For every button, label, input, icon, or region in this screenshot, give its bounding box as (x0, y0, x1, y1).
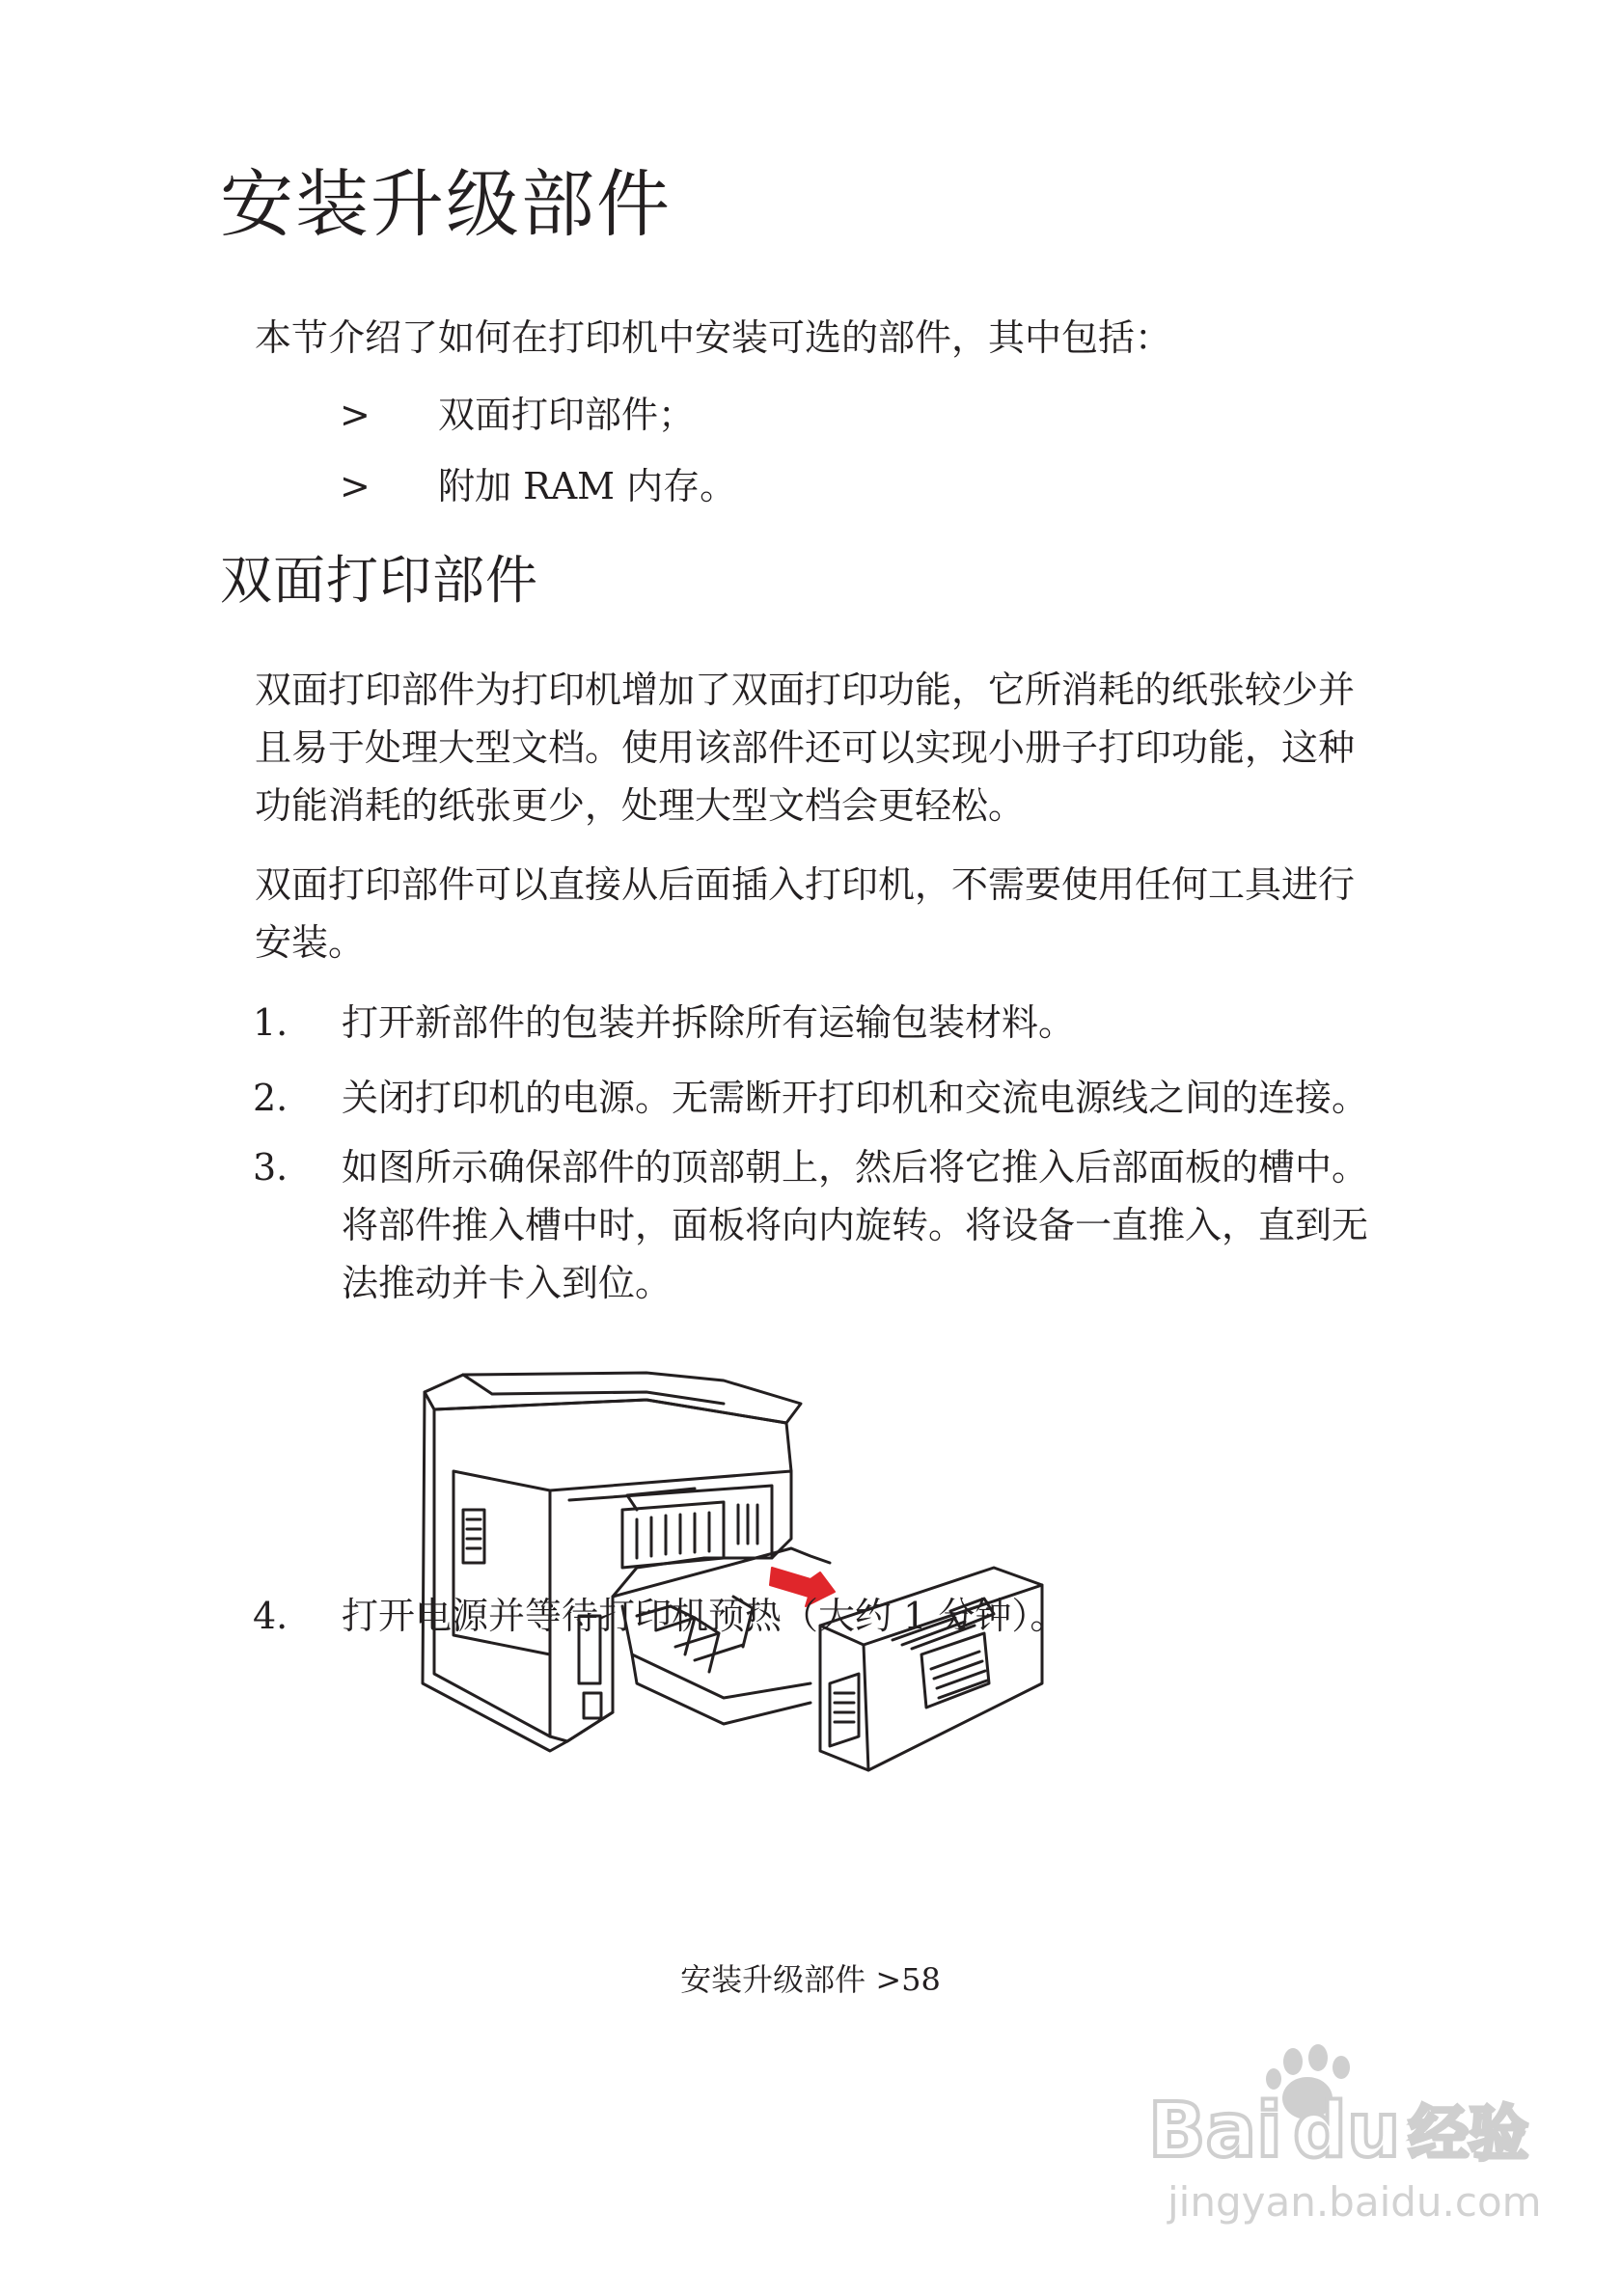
step-text: 法推动并卡入到位。 (342, 1262, 673, 1304)
page-footer: 安装升级部件 >58 (680, 1961, 941, 1998)
step-number: 2. (253, 1077, 288, 1119)
step-text: 将部件推入槽中时，面板将向内旋转。将设备一直推入，直到无 (342, 1204, 1369, 1246)
watermark-brand-2: du (1293, 2088, 1401, 2174)
step-number: 1. (253, 1001, 288, 1044)
paragraph-line: 且易于处理大型文档。使用该部件还可以实现小册子打印功能，这种 (255, 726, 1356, 769)
bullet-marker: > (340, 465, 371, 507)
step-number: 3. (253, 1146, 288, 1189)
watermark-brand: Bai (1148, 2088, 1282, 2174)
step-text: 关闭打印机的电源。无需断开打印机和交流电源线之间的连接。 (342, 1077, 1369, 1119)
paragraph-line: 功能消耗的纸张更少，处理大型文档会更轻松。 (255, 784, 1026, 827)
bullet-item-ram: 附加 RAM 内存。 (438, 465, 737, 507)
paragraph-line: 双面打印部件可以直接从后面插入打印机，不需要使用任何工具进行 (255, 863, 1356, 906)
watermark-url: jingyan.baidu.com (1168, 2178, 1542, 2226)
baidu-watermark-logo (1148, 2040, 1553, 2233)
paragraph-line: 双面打印部件为打印机增加了双面打印功能，它所消耗的纸张较少并 (255, 669, 1356, 711)
bullet-marker: > (340, 394, 371, 436)
step-number: 4. (253, 1595, 288, 1637)
watermark-cn: 经验 (1409, 2098, 1529, 2169)
step-text: 如图所示确保部件的顶部朝上，然后将它推入后部面板的槽中。 (342, 1146, 1369, 1189)
page-title: 安装升级部件 (220, 161, 672, 247)
paragraph-line: 安装。 (255, 921, 366, 964)
step-text: 打开电源并等待打印机预热（大约 1 分钟）。 (342, 1595, 1067, 1637)
intro-text: 本节介绍了如何在打印机中安装可选的部件，其中包括： (255, 316, 1172, 359)
step-text: 打开新部件的包装并拆除所有运输包装材料。 (342, 1001, 1076, 1044)
section-title: 双面打印部件 (220, 550, 538, 611)
bullet-item-duplex: 双面打印部件； (438, 394, 696, 436)
